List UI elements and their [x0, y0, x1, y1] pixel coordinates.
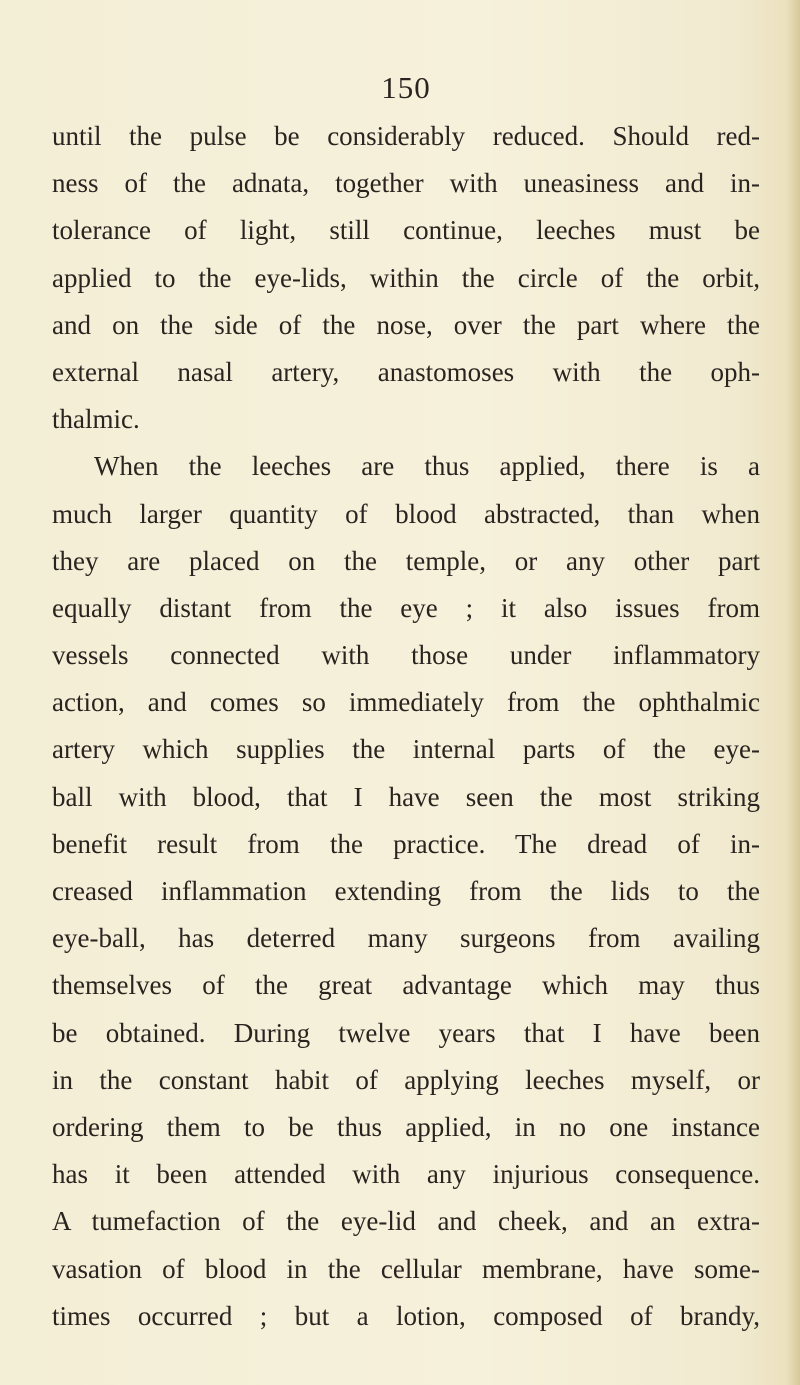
text-line: ness of the adnata, together with uneasiness and in-	[52, 168, 760, 199]
text-line: times occurred ; but a lotion, composed of brandy,	[52, 1300, 760, 1331]
text-line: until the pulse be considerably reduced. Should red-	[52, 121, 760, 151]
text-line: themselves of the great advantage which may thus	[52, 970, 760, 1001]
text-line: creased inflammation extending from the lids to the	[52, 876, 760, 906]
text-line: much larger quantity of blood abstracted, than when	[52, 498, 760, 529]
text-line: tolerance of light, still continue, leeches must be	[52, 215, 760, 246]
text-line: benefit result from the practice. The dread of in-	[52, 828, 760, 859]
text-line: and on the side of the nose, over the part where the	[52, 309, 760, 340]
text-line: vasation of blood in the cellular membrane, have some-	[52, 1253, 760, 1284]
text-line: vessels connected with those under inflammatory	[52, 640, 760, 671]
text-line: artery which supplies the internal parts of the eye-	[52, 734, 760, 765]
text-line: applied to the eye-lids, within the circle of the orbit,	[52, 262, 760, 293]
text-line: has it been attended with any injurious consequence.	[52, 1159, 760, 1190]
text-line: A tumefaction of the eye-lid and cheek, and an extra-	[52, 1206, 760, 1237]
text-line: ball with blood, that I have seen the most striking	[52, 781, 760, 812]
text-line: thalmic.	[52, 404, 140, 435]
text-line: ordering them to be thus applied, in no one instance	[52, 1111, 760, 1142]
text-line: equally distant from the eye ; it also issues from	[52, 592, 760, 623]
text-line: they are placed on the temple, or any other part	[52, 545, 760, 576]
page-number-text: 150	[381, 70, 431, 105]
page-number	[0, 70, 800, 106]
text-line: be obtained. During twelve years that I have been	[52, 1017, 760, 1048]
page-edge-shadow	[786, 0, 800, 1385]
text-line: external nasal artery, anastomoses with the oph-	[52, 356, 760, 387]
body-text	[52, 113, 760, 1340]
text-line: action, and comes so immediately from the ophthalmic	[52, 687, 760, 718]
text-line: in the constant habit of applying leeches myself, or	[52, 1064, 760, 1095]
text-line: When the leeches are thus applied, there is a	[94, 451, 760, 482]
text-line: eye-ball, has deterred many surgeons from availing	[52, 923, 760, 954]
